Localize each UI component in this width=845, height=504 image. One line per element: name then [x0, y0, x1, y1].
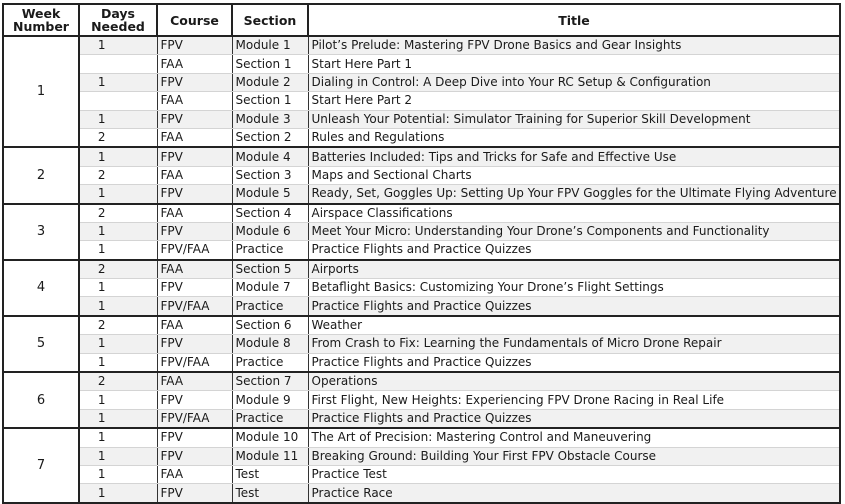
title-cell: Weather — [308, 316, 840, 335]
title-cell: From Crash to Fix: Learning the Fundamentals of Micro Drone Repair — [308, 335, 840, 353]
title-cell: Ready, Set, Goggles Up: Setting Up Your FPV Goggles for the Ultimate Flying Adventure — [308, 185, 840, 204]
section-cell: Section 7 — [232, 372, 308, 391]
days-needed-cell: 2 — [79, 166, 157, 184]
title-cell: Practice Flights and Practice Quizzes — [308, 409, 840, 428]
days-needed-cell: 1 — [79, 484, 157, 503]
title-cell: Rules and Regulations — [308, 128, 840, 147]
title-cell: Batteries Included: Tips and Tricks for Safe and Effective Use — [308, 147, 840, 166]
week-number-cell: 6 — [3, 372, 79, 428]
title-cell: Unleash Your Potential: Simulator Training for Superior Skill Development — [308, 110, 840, 128]
table-row — [3, 204, 840, 223]
section-cell: Module 11 — [232, 447, 308, 465]
section-cell: Practice — [232, 353, 308, 372]
title-cell: Airports — [308, 260, 840, 279]
days-needed-cell: 1 — [79, 241, 157, 260]
header-course: Course — [157, 4, 232, 36]
days-needed-cell — [79, 55, 157, 73]
days-needed-cell: 1 — [79, 147, 157, 166]
table-row — [3, 36, 840, 55]
section-cell: Module 4 — [232, 147, 308, 166]
week-number-cell: 7 — [3, 428, 79, 503]
course-cell: FPV — [157, 147, 232, 166]
week-number-cell: 4 — [3, 260, 79, 316]
section-cell: Module 2 — [232, 73, 308, 91]
title-cell: Dialing in Control: A Deep Dive into Your RC Setup & Configuration — [308, 73, 840, 91]
days-needed-cell: 1 — [79, 409, 157, 428]
title-cell: Start Here Part 2 — [308, 92, 840, 110]
title-cell: Practice Flights and Practice Quizzes — [308, 297, 840, 316]
table-row — [3, 55, 840, 73]
section-cell: Module 5 — [232, 185, 308, 204]
days-needed-cell: 1 — [79, 297, 157, 316]
table-row — [3, 484, 840, 503]
days-needed-cell: 1 — [79, 36, 157, 55]
course-cell: FAA — [157, 55, 232, 73]
section-cell: Section 2 — [232, 128, 308, 147]
days-needed-cell: 1 — [79, 110, 157, 128]
days-needed-cell: 1 — [79, 335, 157, 353]
schedule-container — [2, 3, 841, 504]
table-row — [3, 372, 840, 391]
title-cell: Airspace Classifications — [308, 204, 840, 223]
title-cell: Meet Your Micro: Understanding Your Drone’s Components and Functionality — [308, 222, 840, 240]
table-row — [3, 316, 840, 335]
days-needed-cell: 1 — [79, 222, 157, 240]
table-row — [3, 128, 840, 147]
course-cell: FPV — [157, 428, 232, 447]
table-row — [3, 428, 840, 447]
week-number-cell: 5 — [3, 316, 79, 372]
days-needed-cell: 1 — [79, 391, 157, 409]
title-cell: Start Here Part 1 — [308, 55, 840, 73]
course-cell: FPV — [157, 110, 232, 128]
section-cell: Practice — [232, 241, 308, 260]
table-row — [3, 166, 840, 184]
header-section: Section — [232, 4, 308, 36]
course-cell: FAA — [157, 204, 232, 223]
week-number-cell: 2 — [3, 147, 79, 203]
course-cell: FPV — [157, 484, 232, 503]
course-schedule-table — [2, 3, 841, 504]
title-cell: Breaking Ground: Building Your First FPV Obstacle Course — [308, 447, 840, 465]
section-cell: Section 5 — [232, 260, 308, 279]
course-cell: FAA — [157, 372, 232, 391]
title-cell: Practice Race — [308, 484, 840, 503]
days-needed-cell: 1 — [79, 279, 157, 297]
section-cell: Section 1 — [232, 55, 308, 73]
course-cell: FAA — [157, 465, 232, 483]
section-cell: Module 3 — [232, 110, 308, 128]
days-needed-cell: 2 — [79, 372, 157, 391]
header-week-number: Week Number — [3, 4, 79, 36]
days-needed-cell: 2 — [79, 128, 157, 147]
table-row — [3, 353, 840, 372]
table-row — [3, 335, 840, 353]
title-cell: Pilot’s Prelude: Mastering FPV Drone Basics and Gear Insights — [308, 36, 840, 55]
table-row — [3, 465, 840, 483]
section-cell: Practice — [232, 409, 308, 428]
section-cell: Section 6 — [232, 316, 308, 335]
section-cell: Module 6 — [232, 222, 308, 240]
header-days-needed: Days Needed — [79, 4, 157, 36]
days-needed-cell: 2 — [79, 204, 157, 223]
table-row — [3, 297, 840, 316]
table-row — [3, 409, 840, 428]
days-needed-cell: 1 — [79, 185, 157, 204]
days-needed-cell — [79, 92, 157, 110]
section-cell: Module 1 — [232, 36, 308, 55]
title-cell: Operations — [308, 372, 840, 391]
course-cell: FAA — [157, 260, 232, 279]
header-row — [3, 4, 840, 36]
table-row — [3, 279, 840, 297]
course-cell: FAA — [157, 316, 232, 335]
days-needed-cell: 2 — [79, 316, 157, 335]
title-cell: Practice Test — [308, 465, 840, 483]
header-title: Title — [308, 4, 840, 36]
title-cell: Practice Flights and Practice Quizzes — [308, 353, 840, 372]
days-needed-cell: 2 — [79, 260, 157, 279]
section-cell: Section 1 — [232, 92, 308, 110]
section-cell: Module 9 — [232, 391, 308, 409]
schedule-body — [3, 36, 840, 503]
section-cell: Test — [232, 465, 308, 483]
table-row — [3, 222, 840, 240]
title-cell: Maps and Sectional Charts — [308, 166, 840, 184]
title-cell: The Art of Precision: Mastering Control and Maneuvering — [308, 428, 840, 447]
course-cell: FPV — [157, 73, 232, 91]
course-cell: FAA — [157, 92, 232, 110]
course-cell: FPV — [157, 222, 232, 240]
days-needed-cell: 1 — [79, 73, 157, 91]
section-cell: Section 4 — [232, 204, 308, 223]
table-row — [3, 185, 840, 204]
table-row — [3, 73, 840, 91]
course-cell: FPV — [157, 279, 232, 297]
title-cell: First Flight, New Heights: Experiencing FPV Drone Racing in Real Life — [308, 391, 840, 409]
section-cell: Section 3 — [232, 166, 308, 184]
course-cell: FPV — [157, 36, 232, 55]
week-number-cell: 3 — [3, 204, 79, 260]
section-cell: Module 7 — [232, 279, 308, 297]
course-cell: FAA — [157, 128, 232, 147]
title-cell: Practice Flights and Practice Quizzes — [308, 241, 840, 260]
section-cell: Module 10 — [232, 428, 308, 447]
section-cell: Test — [232, 484, 308, 503]
course-cell: FPV — [157, 185, 232, 204]
table-row — [3, 110, 840, 128]
days-needed-cell: 1 — [79, 428, 157, 447]
course-cell: FPV — [157, 391, 232, 409]
table-row — [3, 241, 840, 260]
course-cell: FAA — [157, 166, 232, 184]
table-row — [3, 260, 840, 279]
course-cell: FPV — [157, 335, 232, 353]
table-row — [3, 391, 840, 409]
days-needed-cell: 1 — [79, 465, 157, 483]
week-number-cell: 1 — [3, 36, 79, 147]
course-cell: FPV/FAA — [157, 353, 232, 372]
section-cell: Practice — [232, 297, 308, 316]
table-row — [3, 447, 840, 465]
days-needed-cell: 1 — [79, 447, 157, 465]
table-row — [3, 92, 840, 110]
course-cell: FPV — [157, 447, 232, 465]
table-row — [3, 147, 840, 166]
title-cell: Betaflight Basics: Customizing Your Drone’s Flight Settings — [308, 279, 840, 297]
days-needed-cell: 1 — [79, 353, 157, 372]
course-cell: FPV/FAA — [157, 409, 232, 428]
course-cell: FPV/FAA — [157, 297, 232, 316]
section-cell: Module 8 — [232, 335, 308, 353]
course-cell: FPV/FAA — [157, 241, 232, 260]
